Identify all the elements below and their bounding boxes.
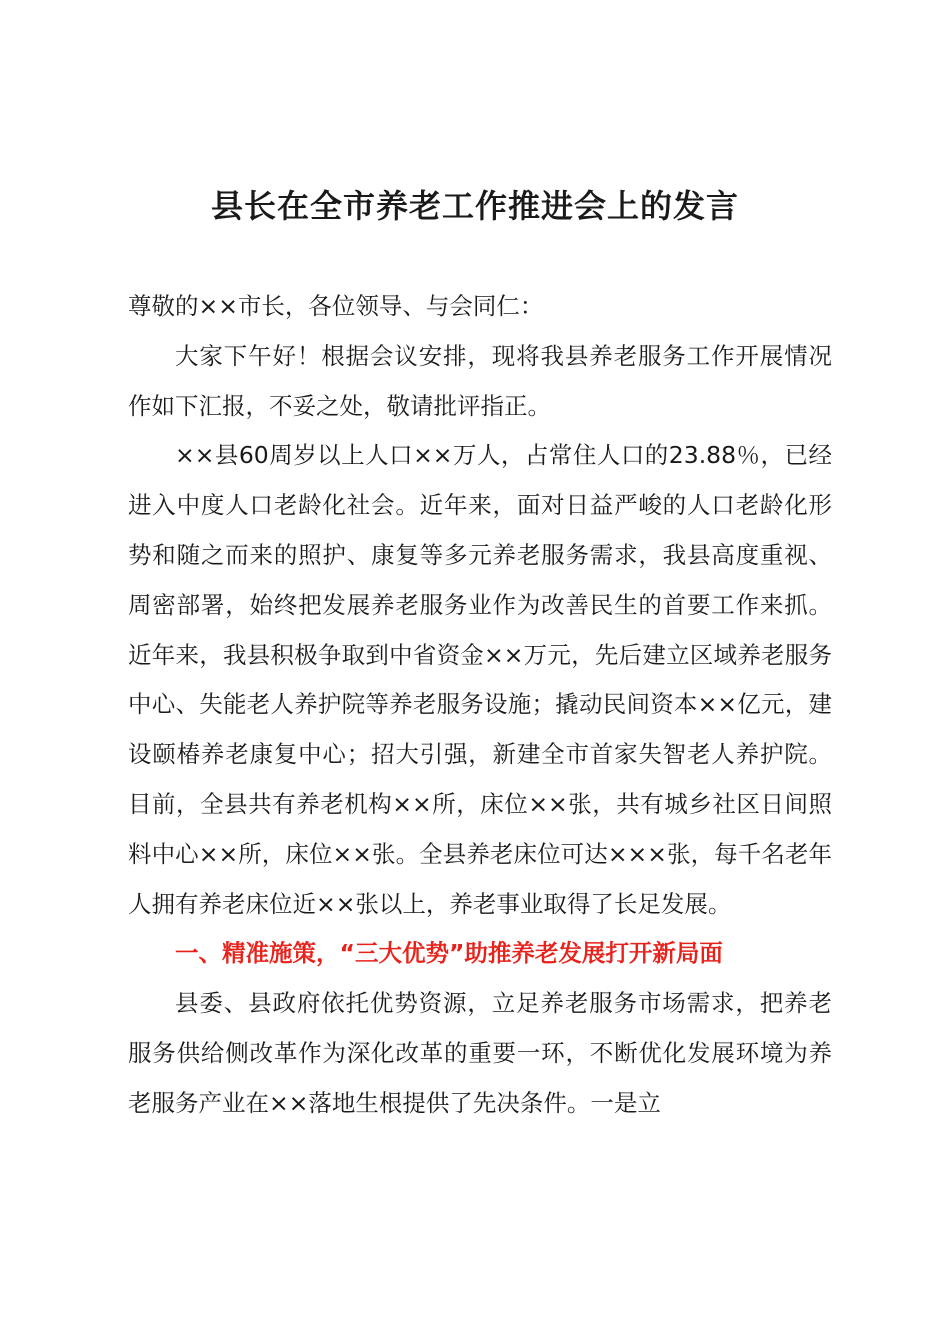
salutation: 尊敬的××市长，各位领导、与会同仁： xyxy=(128,292,544,320)
paragraph-greeting: 大家下午好！根据会议安排，现将我县养老服务工作开展情况作如下汇报，不妥之处，敬请批评指正。 xyxy=(128,341,832,420)
document-body xyxy=(128,282,832,1129)
section-heading: 一、精准施策，“三大优势”助推养老发展打开新局面 xyxy=(175,939,723,968)
section-paragraph: 县委、县政府依托优势资源，立足养老服务市场需求，把养老服务供给侧改革作为深化改革的重要一环，不断优化发展环境为养老服务产业在××落地生根提供了先决条件。一是立 xyxy=(128,989,832,1117)
paragraph-overview: ××县60周岁以上人口××万人，占常住人口的23.88％，已经进入中度人口老龄化社会。近年来，面对日益严峻的人口老龄化形势和随之而来的照护、康复等多元养老服务需求，我县高度重视、周密部署，始终把发展养老服务业作为改善民生的首要工作来抓。近年来，我县积极争取到中省资金××万元，先后建立区域养老服务中心、失能老人养护院等养老服务设施；撬动民间资本××亿元，建设颐椿养老康复中心；招大引强，新建全市首家失智老人养护院。目前，全县共有养老机构××所，床位××张，共有城乡社区日间照料中心××所，床位××张。全县养老床位可达×××张，每千名老年人拥有养老床位近××张以上，养老事业取得了长足发展。 xyxy=(128,441,832,918)
document-title: 县长在全市养老工作推进会上的发言 xyxy=(210,187,739,225)
